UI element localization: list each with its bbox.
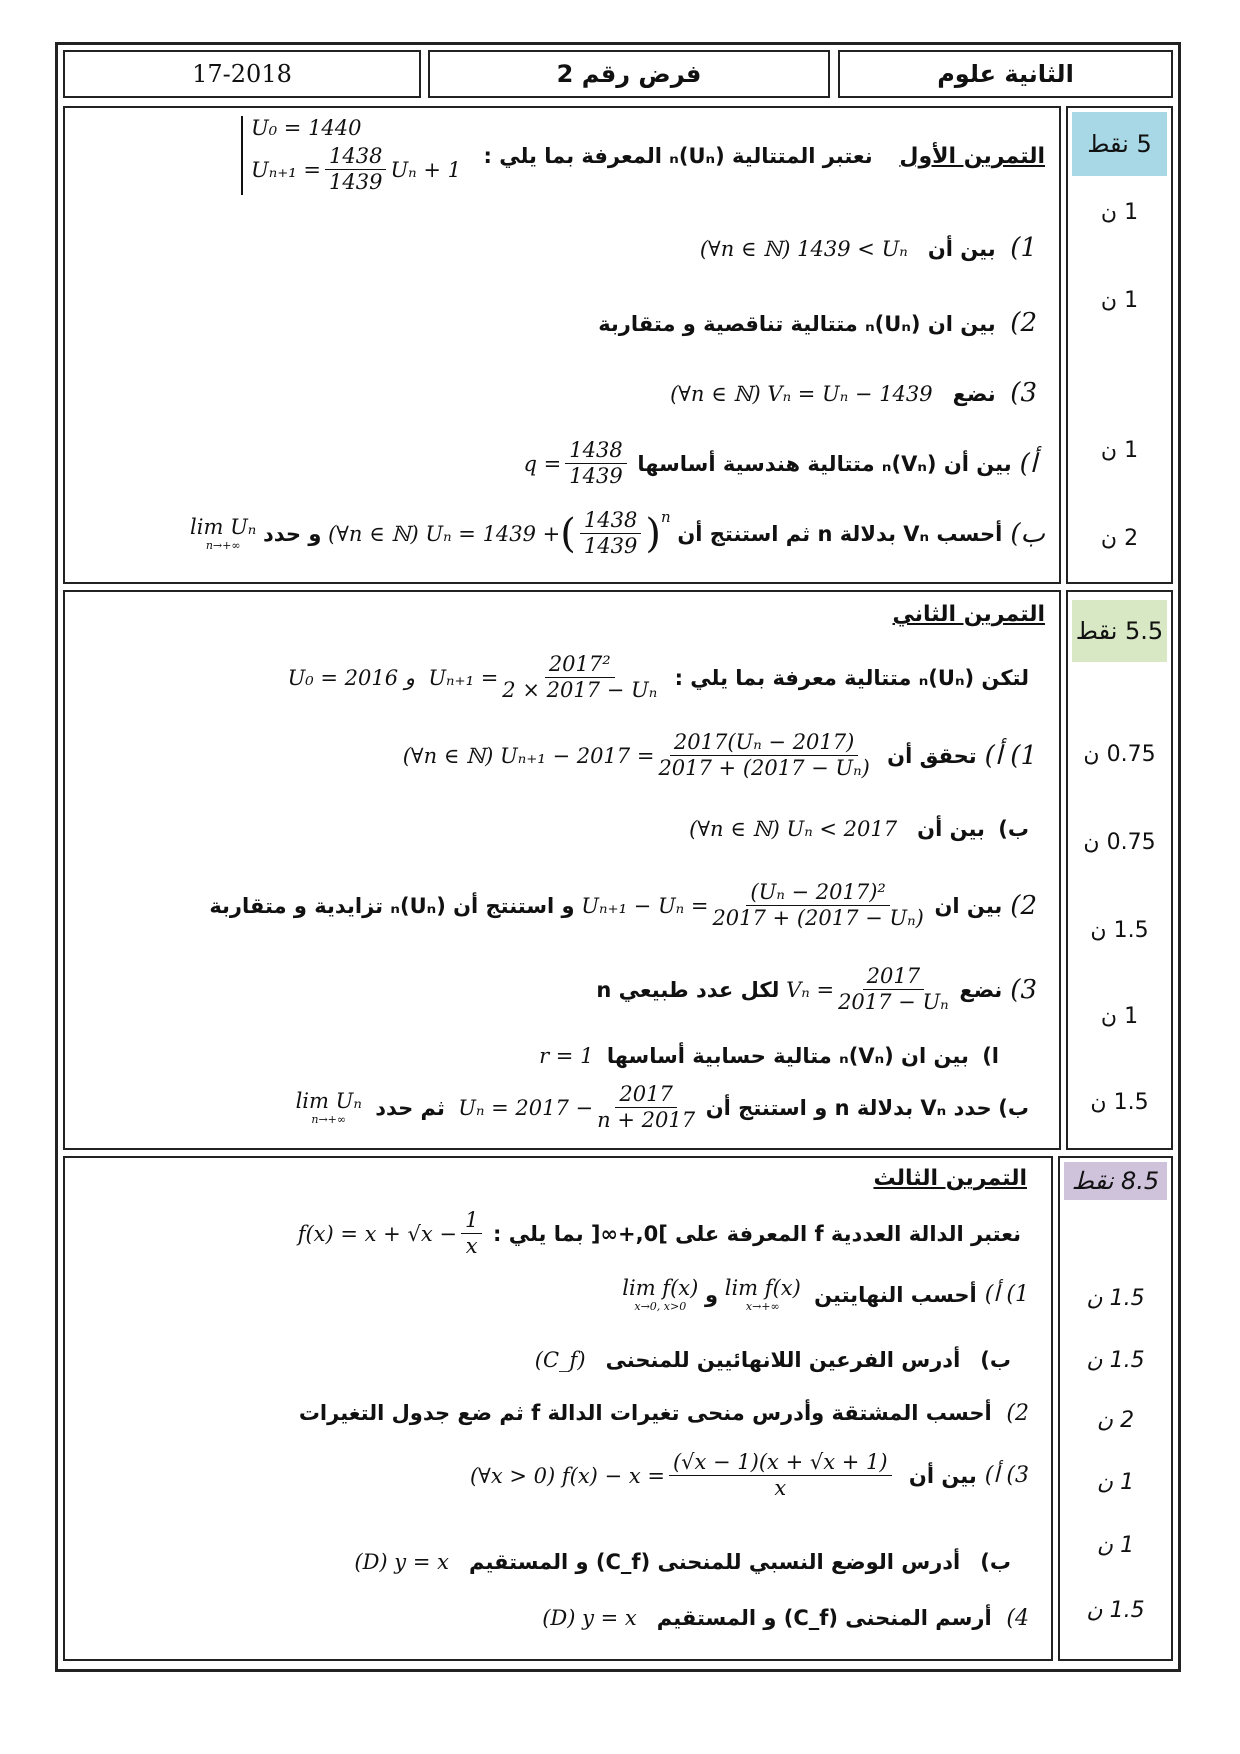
ex3-pts-q1a: 1.5 ن <box>1086 1286 1145 1311</box>
ex2-q1a: 1) أ) تحقق أن (∀n ∈ ℕ) Uₙ₊₁ − 2017 = $\frac{\text{2017(Uₙ − 2017)}}{\text{2017 + (2017 − Uₙ)}}$ <box>402 730 1037 781</box>
ex2-pts-q3a: 1 ن <box>1100 1004 1139 1029</box>
ex2-content <box>63 590 1061 1150</box>
ex3-pts-q2: 2 ن <box>1096 1408 1135 1433</box>
ex1-system: U₀ = 1440 Uₙ₊₁ = $\frac{1438}{1439}$ Uₙ + 1 <box>241 116 461 195</box>
ex1-q3a: أ) بين أن (Vₙ)ₙ متتالية هندسية أساسها q = $\frac{1438}{1439}$ <box>523 438 1037 489</box>
ex1-content <box>63 106 1061 584</box>
ex1-intro: التمرين الأول نعتبر المتتالية (Uₙ)ₙ المعرفة بما يلي : <box>483 144 1045 169</box>
ex3-intro: نعتبر الدالة العددية f المعرفة على ]0,+∞[ بما يلي : f(x) = x + √x − $\frac{1}{x}$ <box>297 1208 1021 1259</box>
ex1-q1: 1) بين أن (∀n ∈ ℕ) 1439 < Uₙ <box>699 233 1037 263</box>
header-test: فرض رقم 2 <box>428 50 830 98</box>
ex2-title: التمرين الثاني <box>892 602 1045 627</box>
ex3-pts-q1b: 1.5 ن <box>1086 1348 1145 1373</box>
ex3-q1b: ب) أدرس الفرعين اللانهائيين للمنحنى (C_f) <box>534 1348 1011 1372</box>
ex2-q2: 2) بين ان Uₙ₊₁ − Uₙ = $\frac{\text{(Uₙ − 2017)²}}{\text{2017 + (2017 − Uₙ)}}$ و استنتج أن (Uₙ)ₙ تزايدية و متقاربة <box>209 880 1037 931</box>
ex2-q3a: ا) بين ان (Vₙ)ₙ متالية حسابية أساسها r = 1 <box>539 1044 999 1068</box>
ex1-points-col <box>1066 106 1173 584</box>
ex2-pts-q1a: 0.75 ن <box>1083 742 1156 767</box>
ex3-q3b: ب) أدرس الوضع النسبي للمنحنى (C_f) و المستقيم (D) y = x <box>354 1550 1011 1574</box>
ex3-content <box>63 1156 1053 1661</box>
ex3-pts-q3a: 1 ن <box>1096 1470 1135 1495</box>
header-class: الثانية علوم <box>838 50 1173 98</box>
ex1-pts-q3a: 1 ن <box>1100 438 1139 463</box>
ex3-pts-q4: 1.5 ن <box>1086 1598 1145 1623</box>
ex3-pts-q3b: 1 ن <box>1096 1533 1135 1558</box>
ex1-pts-q3b: 2 ن <box>1100 526 1139 551</box>
ex2-pts-q2: 1.5 ن <box>1090 918 1149 943</box>
ex1-pts-q2: 1 ن <box>1100 288 1139 313</box>
ex1-q3: 3) نضع (∀n ∈ ℕ) Vₙ = Uₙ − 1439 <box>670 378 1037 408</box>
ex1-points-badge: 5 نقط <box>1072 112 1167 176</box>
ex2-q1b: ب) بين أن (∀n ∈ ℕ) Uₙ < 2017 <box>689 817 1029 841</box>
ex2-q3b: ب) حدد Vₙ بدلالة n و استنتج أن Uₙ = 2017 − $\frac{2017}{n + 2017}$ ثم حدد lim Uₙ n→+∞ <box>295 1082 1029 1133</box>
ex1-q3b: ب) أحسب Vₙ بدلالة n ثم استنتج أن (∀n ∈ ℕ) Uₙ = 1439 + ( $\frac{1438}{1439}$ ) $^n$ و حدد lim Uₙ n→+∞ <box>190 508 1045 559</box>
ex3-title: التمرين الثالث <box>873 1166 1027 1191</box>
header-year: 17-2018 <box>63 50 421 98</box>
ex2-intro: لتكن (Uₙ)ₙ متتالية معرفة بما يلي : Uₙ₊₁ = $\frac{\text{2017²}}{\text{2 × 2017 − Uₙ}}$ U₀ = 2016 و <box>287 652 1029 703</box>
ex3-q1a: 1) أ) أحسب النهايتين lim f(x) x→+∞ و lim f(x) x→0, x>0 <box>622 1276 1029 1313</box>
ex3-points-col <box>1058 1156 1173 1661</box>
ex3-q4: 4) أرسم المنحنى (C_f) و المستقيم (D) y = x <box>542 1606 1029 1631</box>
ex3-points-badge: 8.5 نقط <box>1064 1162 1167 1200</box>
ex1-q2: 2) بين ان (Uₙ)ₙ متتالية تناقصية و متقاربة <box>598 308 1037 338</box>
ex2-points-col <box>1066 590 1173 1150</box>
ex2-pts-q1b: 0.75 ن <box>1083 830 1156 855</box>
ex2-pts-q3b: 1.5 ن <box>1090 1090 1149 1115</box>
ex3-q3a: 3) أ) بين أن (∀x > 0) f(x) − x = $\frac{(√x - 1)(x + √x + 1)}{x}$ <box>469 1450 1029 1501</box>
ex3-q2: 2) أحسب المشتقة وأدرس منحى تغيرات الدالة f ثم ضع جدول التغيرات <box>298 1401 1029 1426</box>
ex2-points-badge: 5.5 نقط <box>1072 600 1167 662</box>
ex2-q3: 3) نضع Vₙ = $\frac{2017}{\text{2017 − Uₙ}}$ لكل عدد طبيعي n <box>596 964 1037 1015</box>
ex1-pts-q1: 1 ن <box>1100 200 1139 225</box>
